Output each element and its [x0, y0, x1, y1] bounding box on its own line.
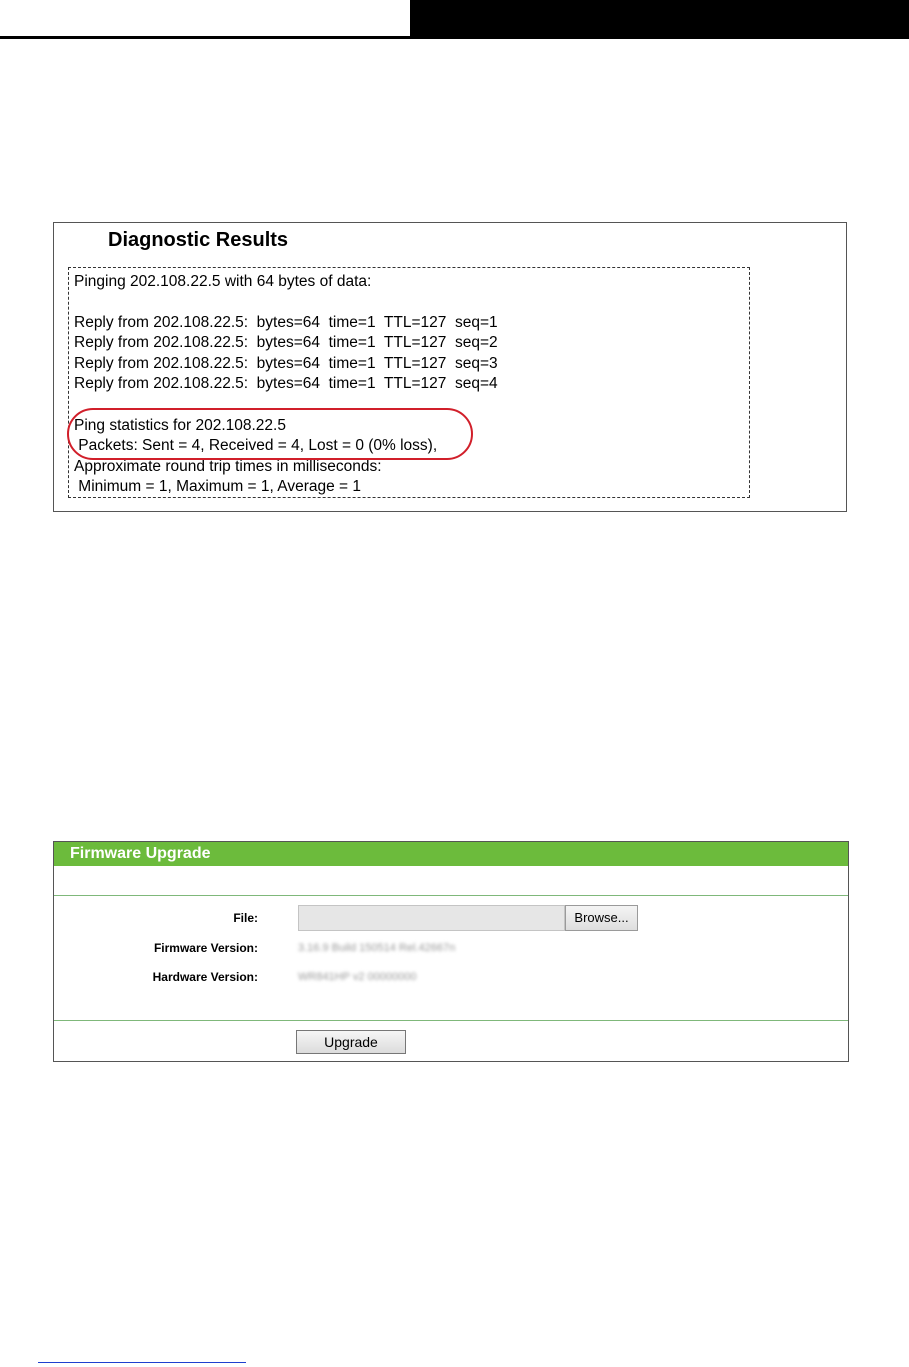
diagnostic-results-panel — [53, 222, 847, 512]
firmware-upgrade-title: Firmware Upgrade — [54, 842, 848, 866]
packets-line: Packets: Sent = 4, Received = 4, Lost = 0 (0% loss), — [74, 437, 438, 454]
hardware-version-value: WR841HP v2 00000000 — [298, 971, 417, 983]
header-rule — [0, 36, 909, 39]
hardware-version-label: Hardware Version: — [152, 970, 258, 984]
firmware-upgrade-panel — [53, 841, 849, 1062]
ping-header-line: Pinging 202.108.22.5 with 64 bytes of data: — [74, 273, 372, 290]
file-path-input[interactable] — [298, 905, 565, 931]
reply-line-3: Reply from 202.108.22.5: bytes=64 time=1 TTL=127 seq=3 — [74, 355, 498, 372]
header-bar — [410, 0, 909, 38]
ping-statistics-line: Ping statistics for 202.108.22.5 — [74, 417, 286, 434]
reply-line-1: Reply from 202.108.22.5: bytes=64 time=1 TTL=127 seq=1 — [74, 314, 498, 331]
browse-button[interactable]: Browse... — [565, 905, 638, 931]
upgrade-button[interactable]: Upgrade — [296, 1030, 406, 1054]
min-max-avg-line: Minimum = 1, Maximum = 1, Average = 1 — [74, 478, 362, 495]
divider-top — [54, 895, 848, 896]
round-trip-line: Approximate round trip times in milliseconds: — [74, 458, 382, 475]
firmware-version-label: Firmware Version: — [153, 941, 258, 955]
divider-bottom — [54, 1020, 848, 1021]
reply-line-4: Reply from 202.108.22.5: bytes=64 time=1 TTL=127 seq=4 — [74, 375, 498, 392]
firmware-version-value: 3.16.9 Build 150514 Rel.42667n — [298, 942, 456, 954]
file-label: File: — [233, 911, 258, 925]
diagnostic-output-box — [68, 267, 750, 498]
diagnostic-results-title: Diagnostic Results — [108, 229, 289, 251]
reply-line-2: Reply from 202.108.22.5: bytes=64 time=1 TTL=127 seq=2 — [74, 334, 498, 351]
footer-link[interactable] — [38, 1362, 246, 1363]
